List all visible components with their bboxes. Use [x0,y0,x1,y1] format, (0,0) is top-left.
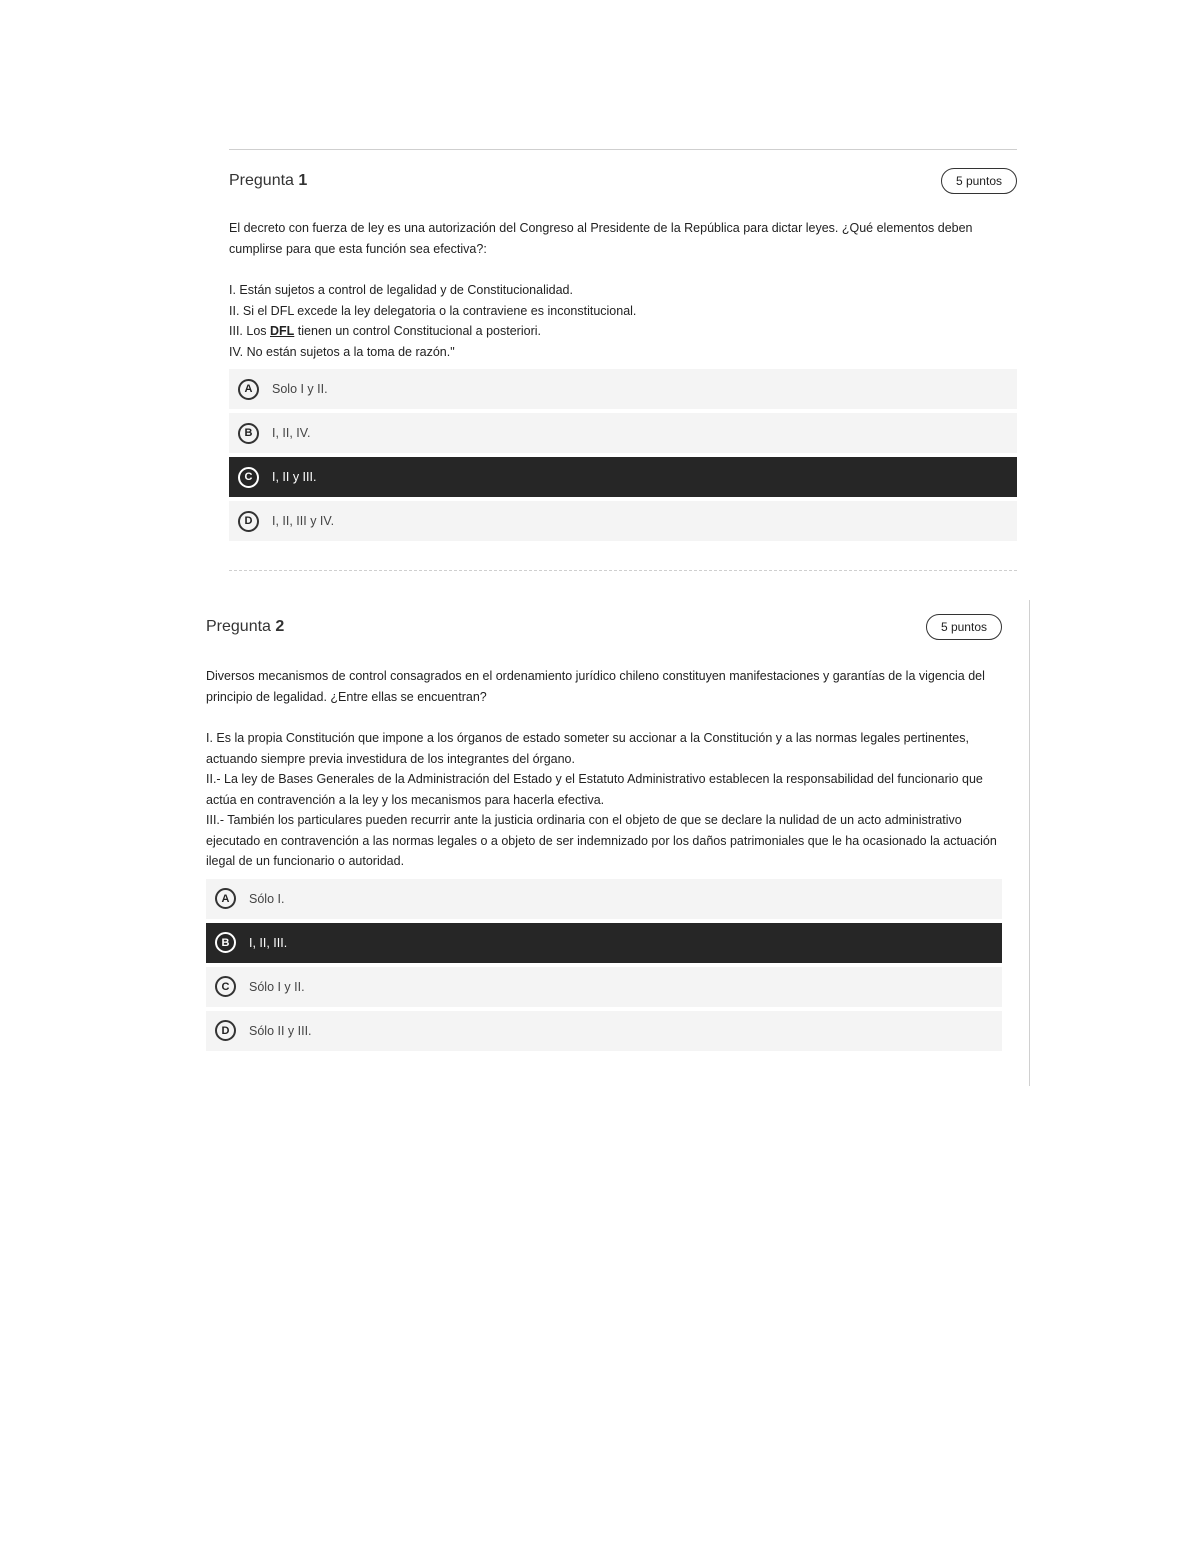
statement-1: I. Están sujetos a control de legalidad y de Constitucionalidad. [229,283,573,297]
option-label: Sólo I. [249,891,285,906]
statement-3-emphasis: DFL [270,324,295,338]
option-letter-icon: C [238,467,259,488]
question-title [229,172,307,190]
option-label: Sólo II y III. [249,1023,312,1038]
statement-4: IV. No están sujetos a la toma de razón." [229,344,455,359]
statement-3-rest: tienen un control Constitucional a posteriori. [294,324,541,338]
question-title-prefix: Pregunta [229,172,299,189]
option-letter-icon: B [215,932,236,953]
answer-options [229,369,1017,541]
question-header [229,166,1017,196]
points-badge: 5 puntos [926,614,1002,640]
statement-3-prefix: III. Los [229,324,270,338]
option-letter-icon: D [238,511,259,532]
option-a[interactable] [229,369,1017,409]
option-label: Solo I y II. [272,382,328,396]
statement-1: I. Es la propia Constitución que impone a los órganos de estado someter su accionar a la Constitución y a las normas legales pertinentes, actuando siempre previa investidura de los integrantes del órgano. [206,731,969,766]
option-d[interactable] [206,1011,1002,1051]
question-title-prefix: Pregunta [206,618,276,635]
option-c[interactable] [206,967,1002,1007]
option-d[interactable] [229,501,1017,541]
divider [229,149,1017,150]
option-label: I, II, III y IV. [272,514,335,528]
question-header [206,612,1002,642]
option-letter-icon: A [238,379,259,400]
question-1 [229,149,1017,545]
question-body [229,218,1017,362]
points-badge: 5 puntos [941,168,1017,194]
question-prompt: Diversos mecanismos de control consagrados en el ordenamiento jurídico chileno constituyen manifestaciones y garantías de la vigencia del principio de legalidad. ¿Entre ellas se encuentran? [206,669,985,704]
statement-2: II. Si el DFL excede la ley delegatoria o la contraviene es inconstitucional. [229,303,637,318]
option-label: I, II, IV. [272,426,311,440]
option-letter-icon: B [238,423,259,444]
option-label: I, II y III. [272,470,317,484]
statement-3 [229,321,1017,342]
option-b[interactable] [229,413,1017,453]
option-label: Sólo I y II. [249,979,305,994]
option-b[interactable] [206,923,1002,963]
answer-options [206,879,1002,1051]
question-separator [229,570,1017,571]
question-2 [206,612,1002,1055]
statement-3: III.- También los particulares pueden recurrir ante la justicia ordinaria con el objeto de que se declare la nulidad de un acto administrativo ejecutado en contravención a las normas legales o a objeto de ser indemnizado por los daños patrimoniales que le ha ocasionado la actuación ilegal de un funcionario o autoridad. [206,813,997,868]
statement-2: II.- La ley de Bases Generales de la Administración del Estado y el Estatuto Administrativo establecen la responsabilidad del funcionario que actúa en contravención a la ley y los mecanismos para hacerla efectiva. [206,772,983,807]
question-title [206,618,284,636]
question-number: 1 [298,172,308,189]
option-c[interactable] [229,457,1017,497]
question-prompt: El decreto con fuerza de ley es una autorización del Congreso al Presidente de la República para dictar leyes. ¿Qué elementos deben cumplirse para que esta función sea efectiva?: [229,221,973,256]
question-number: 2 [275,618,285,635]
option-letter-icon: A [215,888,236,909]
question-body [206,666,1002,872]
option-a[interactable] [206,879,1002,919]
option-letter-icon: C [215,976,236,997]
scroll-track [1029,600,1030,1086]
option-letter-icon: D [215,1020,236,1041]
option-label: I, II, III. [249,935,288,950]
